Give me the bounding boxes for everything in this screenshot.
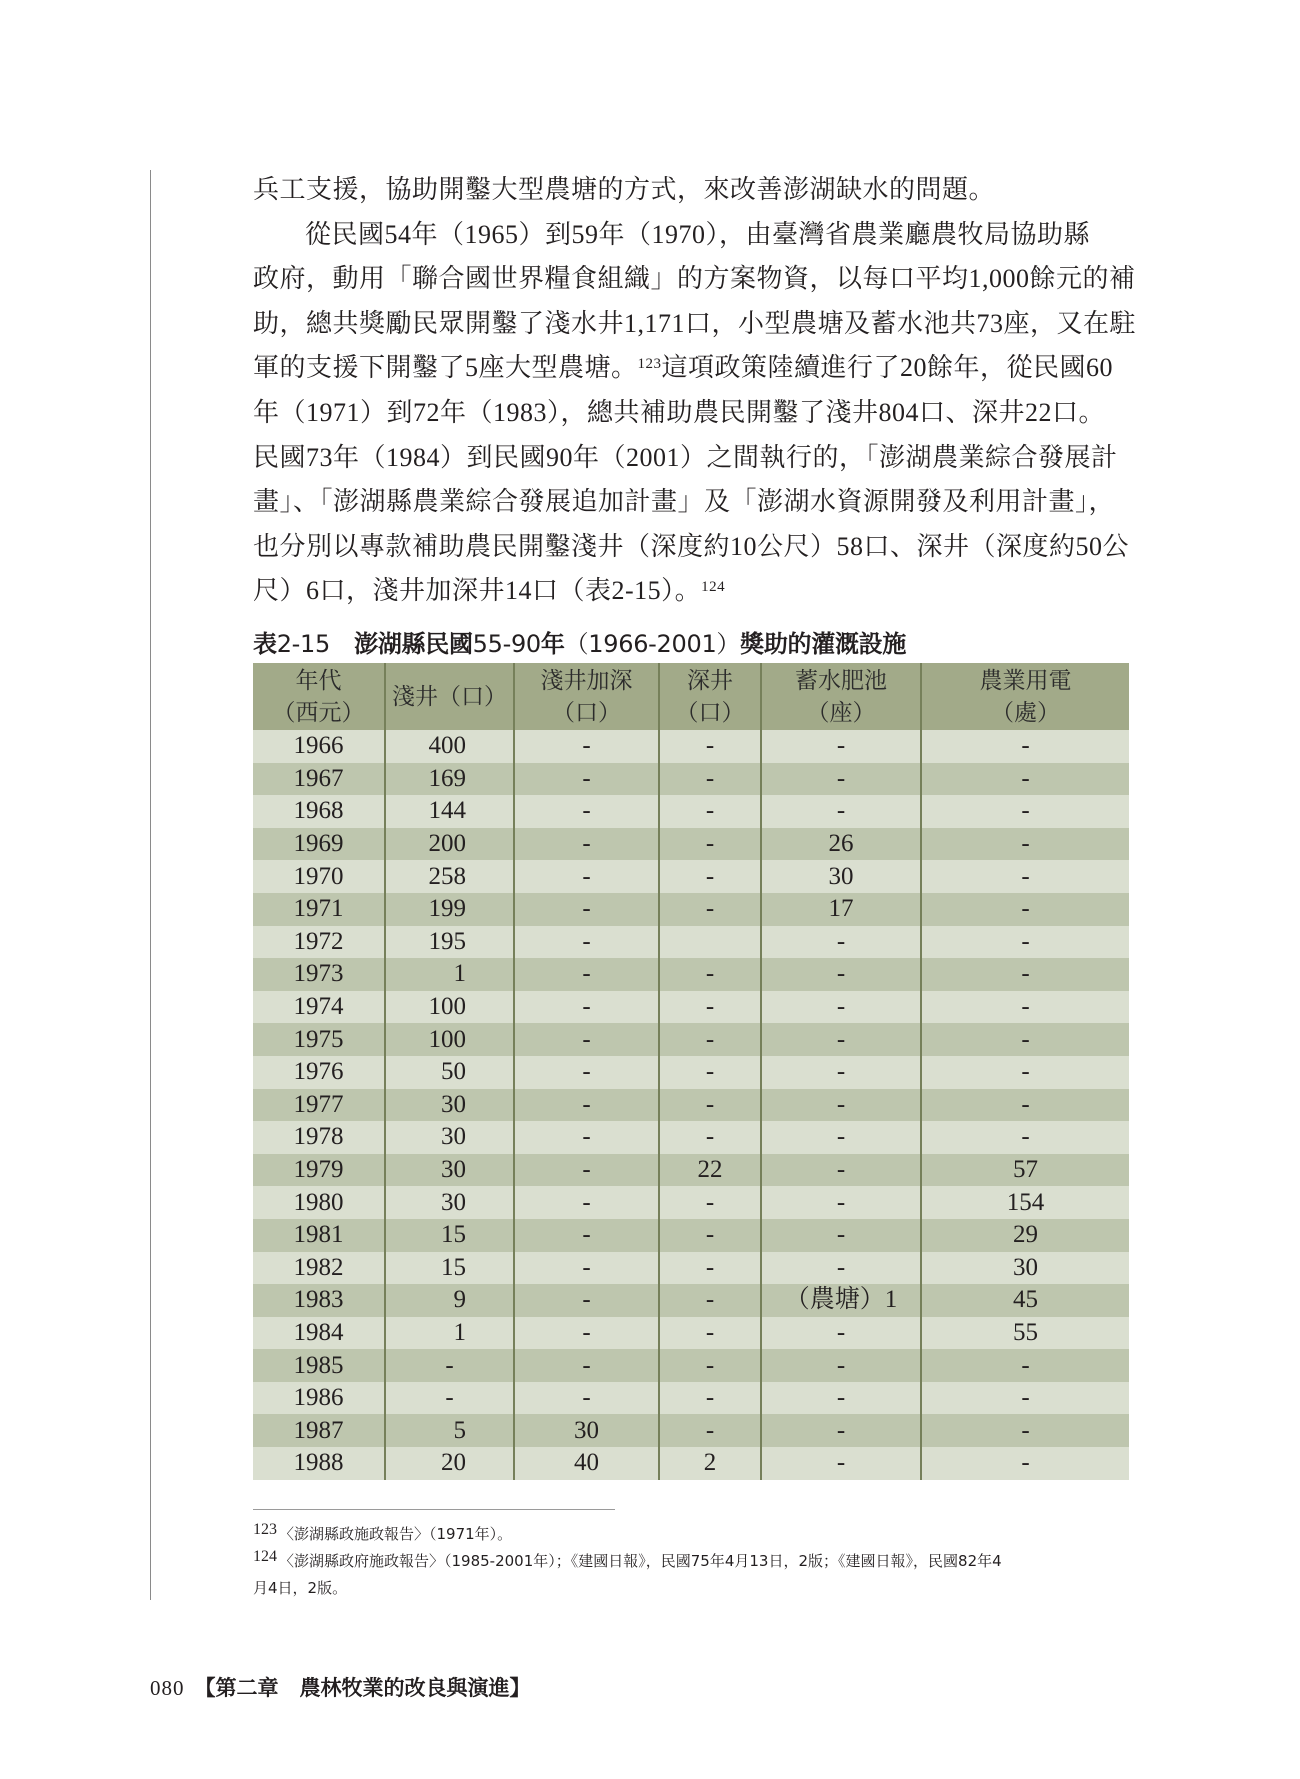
cell-farm-electricity: 30 [921, 1252, 1129, 1285]
cell-storage-pond: - [761, 795, 921, 828]
table-row [253, 1219, 1129, 1252]
header-line: （口） [675, 699, 745, 726]
cell-deep-well: - [659, 1317, 761, 1350]
cell-well-deepening: - [514, 730, 659, 763]
table-row [253, 1186, 1129, 1219]
body-line [253, 525, 1133, 570]
table-row [253, 958, 1129, 991]
cell-well-deepening: - [514, 1121, 659, 1154]
table-row [253, 1056, 1129, 1089]
table-row [253, 1023, 1129, 1056]
cell-farm-electricity: 57 [921, 1154, 1129, 1187]
cell-well-deepening: 30 [514, 1414, 659, 1447]
footnotes [253, 1521, 1133, 1602]
body-line [253, 168, 1133, 213]
cell-storage-pond: - [761, 991, 921, 1024]
cell-deep-well: - [659, 763, 761, 796]
body-line [253, 436, 1133, 481]
cell-well-deepening: - [514, 893, 659, 926]
cell-year: 1966 [253, 730, 385, 763]
header-line: 淺井（口） [392, 683, 507, 710]
cell-shallow-well: 30 [385, 1186, 514, 1219]
table-row [253, 1284, 1129, 1317]
page-footer [150, 1672, 531, 1702]
page-number: 080 [150, 1676, 185, 1700]
cell-deep-well: - [659, 893, 761, 926]
table-row [253, 1414, 1129, 1447]
cell-shallow-well: 199 [385, 893, 514, 926]
cell-farm-electricity: 45 [921, 1284, 1129, 1317]
cell-year: 1968 [253, 795, 385, 828]
cell-year: 1984 [253, 1317, 385, 1350]
cell-farm-electricity: - [921, 1382, 1129, 1415]
cell-shallow-well: - [385, 1382, 514, 1415]
footnote-mark: 123 [253, 1521, 277, 1538]
body-line [253, 302, 1137, 347]
cell-year: 1988 [253, 1447, 385, 1480]
cell-shallow-well: 15 [385, 1252, 514, 1285]
caption-suffix: 獎助的灌溉設施 [740, 630, 907, 658]
cell-deep-well: - [659, 1349, 761, 1382]
cell-storage-pond: - [761, 1382, 921, 1415]
header-line: 蓄水肥池 [795, 667, 887, 694]
table-row [253, 1349, 1129, 1382]
cell-deep-well: 22 [659, 1154, 761, 1187]
footnote-mark: 124 [253, 1548, 277, 1565]
body-line [253, 391, 1133, 436]
cell-deep-well: - [659, 1414, 761, 1447]
header-line: （處） [991, 699, 1060, 726]
table-row [253, 1317, 1129, 1350]
cell-deep-well: - [659, 1186, 761, 1219]
cell-well-deepening: - [514, 1382, 659, 1415]
cell-year: 1978 [253, 1121, 385, 1154]
body-line [253, 569, 1133, 614]
cell-year: 1967 [253, 763, 385, 796]
cell-storage-pond: - [761, 1447, 921, 1480]
body-line [253, 213, 1133, 258]
cell-storage-pond: - [761, 1154, 921, 1187]
cell-farm-electricity: - [921, 1414, 1129, 1447]
cell-well-deepening: - [514, 1023, 659, 1056]
footnote-divider [253, 1509, 615, 1510]
margin-rule [150, 170, 151, 1600]
body-line [253, 257, 1136, 302]
cell-farm-electricity: - [921, 828, 1129, 861]
caption-years-paren: （1966-2001） [564, 630, 741, 658]
caption-title: 澎湖縣民國 [354, 630, 473, 658]
cell-storage-pond: - [761, 1414, 921, 1447]
header-line: 淺井加深 [540, 667, 633, 694]
cell-farm-electricity: - [921, 1121, 1129, 1154]
body-line-text: 從民國54年（1965）到59年（1970），由臺灣省農業廳農牧局協助縣 [305, 219, 1091, 249]
cell-storage-pond: - [761, 1252, 921, 1285]
body-line [253, 480, 1133, 525]
table-row [253, 1121, 1129, 1154]
cell-shallow-well: 1 [385, 1317, 514, 1350]
cell-farm-electricity: - [921, 1447, 1129, 1480]
cell-farm-electricity: - [921, 763, 1129, 796]
table-row [253, 860, 1129, 893]
cell-farm-electricity: - [921, 958, 1129, 991]
body-line-text: 尺）6口，淺井加深井14口（表2-15）。 [253, 576, 702, 606]
cell-farm-electricity: - [921, 860, 1129, 893]
cell-farm-electricity: - [921, 795, 1129, 828]
header-line: 農業用電 [979, 667, 1072, 694]
header-line: （座） [806, 699, 876, 726]
cell-storage-pond: 26 [761, 828, 921, 861]
footnote-124-continued [253, 1575, 1133, 1602]
cell-deep-well: - [659, 1252, 761, 1285]
cell-well-deepening: - [514, 1219, 659, 1252]
cell-year: 1987 [253, 1414, 385, 1447]
cell-farm-electricity: - [921, 991, 1129, 1024]
cell-storage-pond: - [761, 1317, 921, 1350]
cell-shallow-well: 195 [385, 926, 514, 959]
cell-well-deepening: - [514, 1252, 659, 1285]
table-row [253, 1089, 1129, 1122]
table-row [253, 1447, 1129, 1480]
cell-storage-pond: - [761, 1089, 921, 1122]
cell-well-deepening: - [514, 958, 659, 991]
cell-storage-pond: - [761, 730, 921, 763]
table-row [253, 828, 1129, 861]
table-row [253, 926, 1129, 959]
cell-farm-electricity: 154 [921, 1186, 1129, 1219]
table-row [253, 991, 1129, 1024]
cell-well-deepening: - [514, 1317, 659, 1350]
table-row [253, 795, 1129, 828]
cell-storage-pond: - [761, 1023, 921, 1056]
cell-shallow-well: 30 [385, 1089, 514, 1122]
cell-shallow-well: 200 [385, 828, 514, 861]
cell-well-deepening: - [514, 828, 659, 861]
cell-shallow-well: 30 [385, 1121, 514, 1154]
cell-deep-well [659, 926, 761, 959]
cell-deep-well: - [659, 1121, 761, 1154]
body-line-text: 軍的支援下開鑿了5座大型農塘。 [253, 353, 638, 383]
cell-farm-electricity: - [921, 1349, 1129, 1382]
cell-storage-pond: - [761, 1219, 921, 1252]
cell-deep-well: 2 [659, 1447, 761, 1480]
header-shallow-well [385, 663, 514, 730]
header-well-deepening [514, 663, 659, 730]
cell-well-deepening: - [514, 1186, 659, 1219]
cell-shallow-well: 144 [385, 795, 514, 828]
cell-farm-electricity: - [921, 893, 1129, 926]
cell-deep-well: - [659, 1023, 761, 1056]
cell-well-deepening: - [514, 926, 659, 959]
caption-label: 表 [253, 630, 277, 658]
cell-well-deepening: - [514, 860, 659, 893]
body-line [253, 346, 1133, 391]
cell-deep-well: - [659, 1089, 761, 1122]
body-line-text: 這項政策陸續進行了20餘年，從民國60 [661, 353, 1114, 383]
footnote-123 [253, 1521, 1133, 1548]
body-line-text: 政府，動用「聯合國世界糧食組織」的方案物資，以每口平均1,000餘元的補 [253, 264, 1136, 294]
cell-year: 1969 [253, 828, 385, 861]
cell-year: 1985 [253, 1349, 385, 1382]
chapter-title: 【第二章 農林牧業的改良與演進】 [194, 1676, 531, 1700]
cell-storage-pond: - [761, 1056, 921, 1089]
cell-shallow-well: 400 [385, 730, 514, 763]
cell-storage-pond: - [761, 763, 921, 796]
cell-deep-well: - [659, 1382, 761, 1415]
cell-year: 1981 [253, 1219, 385, 1252]
table-row [253, 1382, 1129, 1415]
cell-farm-electricity: - [921, 730, 1129, 763]
cell-year: 1975 [253, 1023, 385, 1056]
cell-well-deepening: - [514, 1349, 659, 1382]
cell-shallow-well: 258 [385, 860, 514, 893]
footnote-text: 〈澎湖縣政府施政報告〉（1985-2001年）；《建國日報》，民國75年4月13日，2版；《建國日報》，民國82年4 [279, 1552, 1002, 1570]
cell-deep-well: - [659, 1056, 761, 1089]
header-line: 深井 [687, 667, 733, 694]
cell-deep-well: - [659, 860, 761, 893]
cell-well-deepening: - [514, 1154, 659, 1187]
caption-range: 55-90 [472, 630, 541, 658]
header-line: 年代 [295, 667, 342, 694]
table-caption [253, 624, 906, 659]
cell-shallow-well: 5 [385, 1414, 514, 1447]
cell-storage-pond: 30 [761, 860, 921, 893]
footnote-124 [253, 1548, 1133, 1575]
cell-farm-electricity: - [921, 1089, 1129, 1122]
cell-shallow-well: 1 [385, 958, 514, 991]
table-row [253, 1154, 1129, 1187]
cell-farm-electricity: 29 [921, 1219, 1129, 1252]
cell-shallow-well: 50 [385, 1056, 514, 1089]
cell-deep-well: - [659, 1219, 761, 1252]
cell-year: 1972 [253, 926, 385, 959]
cell-farm-electricity: - [921, 926, 1129, 959]
cell-year: 1977 [253, 1089, 385, 1122]
caption-number: 2-15 [276, 630, 330, 658]
body-line-text: 也分別以專款補助農民開鑿淺井（深度約10公尺）58口、深井（深度約50公 [253, 531, 1130, 561]
footnote-text: 月4日，2版。 [253, 1579, 348, 1597]
header-farm-electricity [921, 663, 1129, 730]
cell-shallow-well: 169 [385, 763, 514, 796]
header-line: （口） [552, 699, 621, 726]
cell-year: 1974 [253, 991, 385, 1024]
cell-well-deepening: - [514, 763, 659, 796]
cell-deep-well: - [659, 958, 761, 991]
body-line-text: 兵工支援，協助開鑿大型農塘的方式，來改善澎湖缺水的問題。 [253, 175, 996, 204]
cell-storage-pond: - [761, 1121, 921, 1154]
cell-deep-well: - [659, 991, 761, 1024]
table-row [253, 763, 1129, 796]
cell-storage-pond: - [761, 1186, 921, 1219]
cell-well-deepening: - [514, 991, 659, 1024]
cell-well-deepening: - [514, 795, 659, 828]
table-row [253, 893, 1129, 926]
cell-shallow-well: 20 [385, 1447, 514, 1480]
body-paragraphs [253, 168, 1137, 614]
cell-well-deepening: - [514, 1056, 659, 1089]
cell-shallow-well: 100 [385, 1023, 514, 1056]
cell-storage-pond: （農塘）1 [761, 1284, 921, 1317]
body-line-text: 畫」、「澎湖縣農業綜合發展追加計畫」及「澎湖水資源開發及利用計畫」， [253, 487, 1116, 517]
cell-shallow-well: 100 [385, 991, 514, 1024]
footnote-ref-123[interactable]: 123 [637, 356, 662, 373]
cell-year: 1983 [253, 1284, 385, 1317]
cell-deep-well: - [659, 828, 761, 861]
header-deep-well [659, 663, 761, 730]
irrigation-table [253, 663, 1129, 1480]
cell-shallow-well: - [385, 1349, 514, 1382]
cell-year: 1982 [253, 1252, 385, 1285]
cell-deep-well: - [659, 1284, 761, 1317]
cell-deep-well: - [659, 730, 761, 763]
cell-shallow-well: 15 [385, 1219, 514, 1252]
cell-storage-pond: - [761, 926, 921, 959]
footnote-text: 〈澎湖縣政施政報告〉（1971年）。 [279, 1525, 513, 1543]
cell-well-deepening: - [514, 1284, 659, 1317]
table-body [253, 730, 1129, 1480]
header-line: （西元） [272, 699, 365, 726]
cell-storage-pond: 17 [761, 893, 921, 926]
caption-year: 年 [540, 630, 565, 658]
cell-year: 1976 [253, 1056, 385, 1089]
cell-shallow-well: 30 [385, 1154, 514, 1187]
cell-shallow-well: 9 [385, 1284, 514, 1317]
table-row [253, 730, 1129, 763]
body-line-text: 助，總共獎勵民眾開鑿了淺水井1,171口，小型農塘及蓄水池共73座，又在駐 [253, 308, 1137, 338]
table-header-row [253, 663, 1129, 730]
footnote-ref-124[interactable]: 124 [701, 579, 726, 596]
cell-year: 1980 [253, 1186, 385, 1219]
cell-year: 1979 [253, 1154, 385, 1187]
cell-year: 1973 [253, 958, 385, 991]
header-year [253, 663, 385, 730]
cell-farm-electricity: - [921, 1056, 1129, 1089]
body-line-text: 年（1971）到72年（1983），總共補助農民開鑿了淺井804口、深井22口。 [253, 397, 1106, 427]
cell-farm-electricity: 55 [921, 1317, 1129, 1350]
body-line-text: 民國73年（1984）到民國90年（2001）之間執行的，「澎湖農業綜合發展計 [253, 442, 1118, 472]
cell-year: 1986 [253, 1382, 385, 1415]
cell-deep-well: - [659, 795, 761, 828]
cell-storage-pond: - [761, 958, 921, 991]
cell-storage-pond: - [761, 1349, 921, 1382]
cell-year: 1970 [253, 860, 385, 893]
cell-well-deepening: - [514, 1089, 659, 1122]
header-storage-pond [761, 663, 921, 730]
cell-well-deepening: 40 [514, 1447, 659, 1480]
cell-farm-electricity: - [921, 1023, 1129, 1056]
table-row [253, 1252, 1129, 1285]
cell-year: 1971 [253, 893, 385, 926]
